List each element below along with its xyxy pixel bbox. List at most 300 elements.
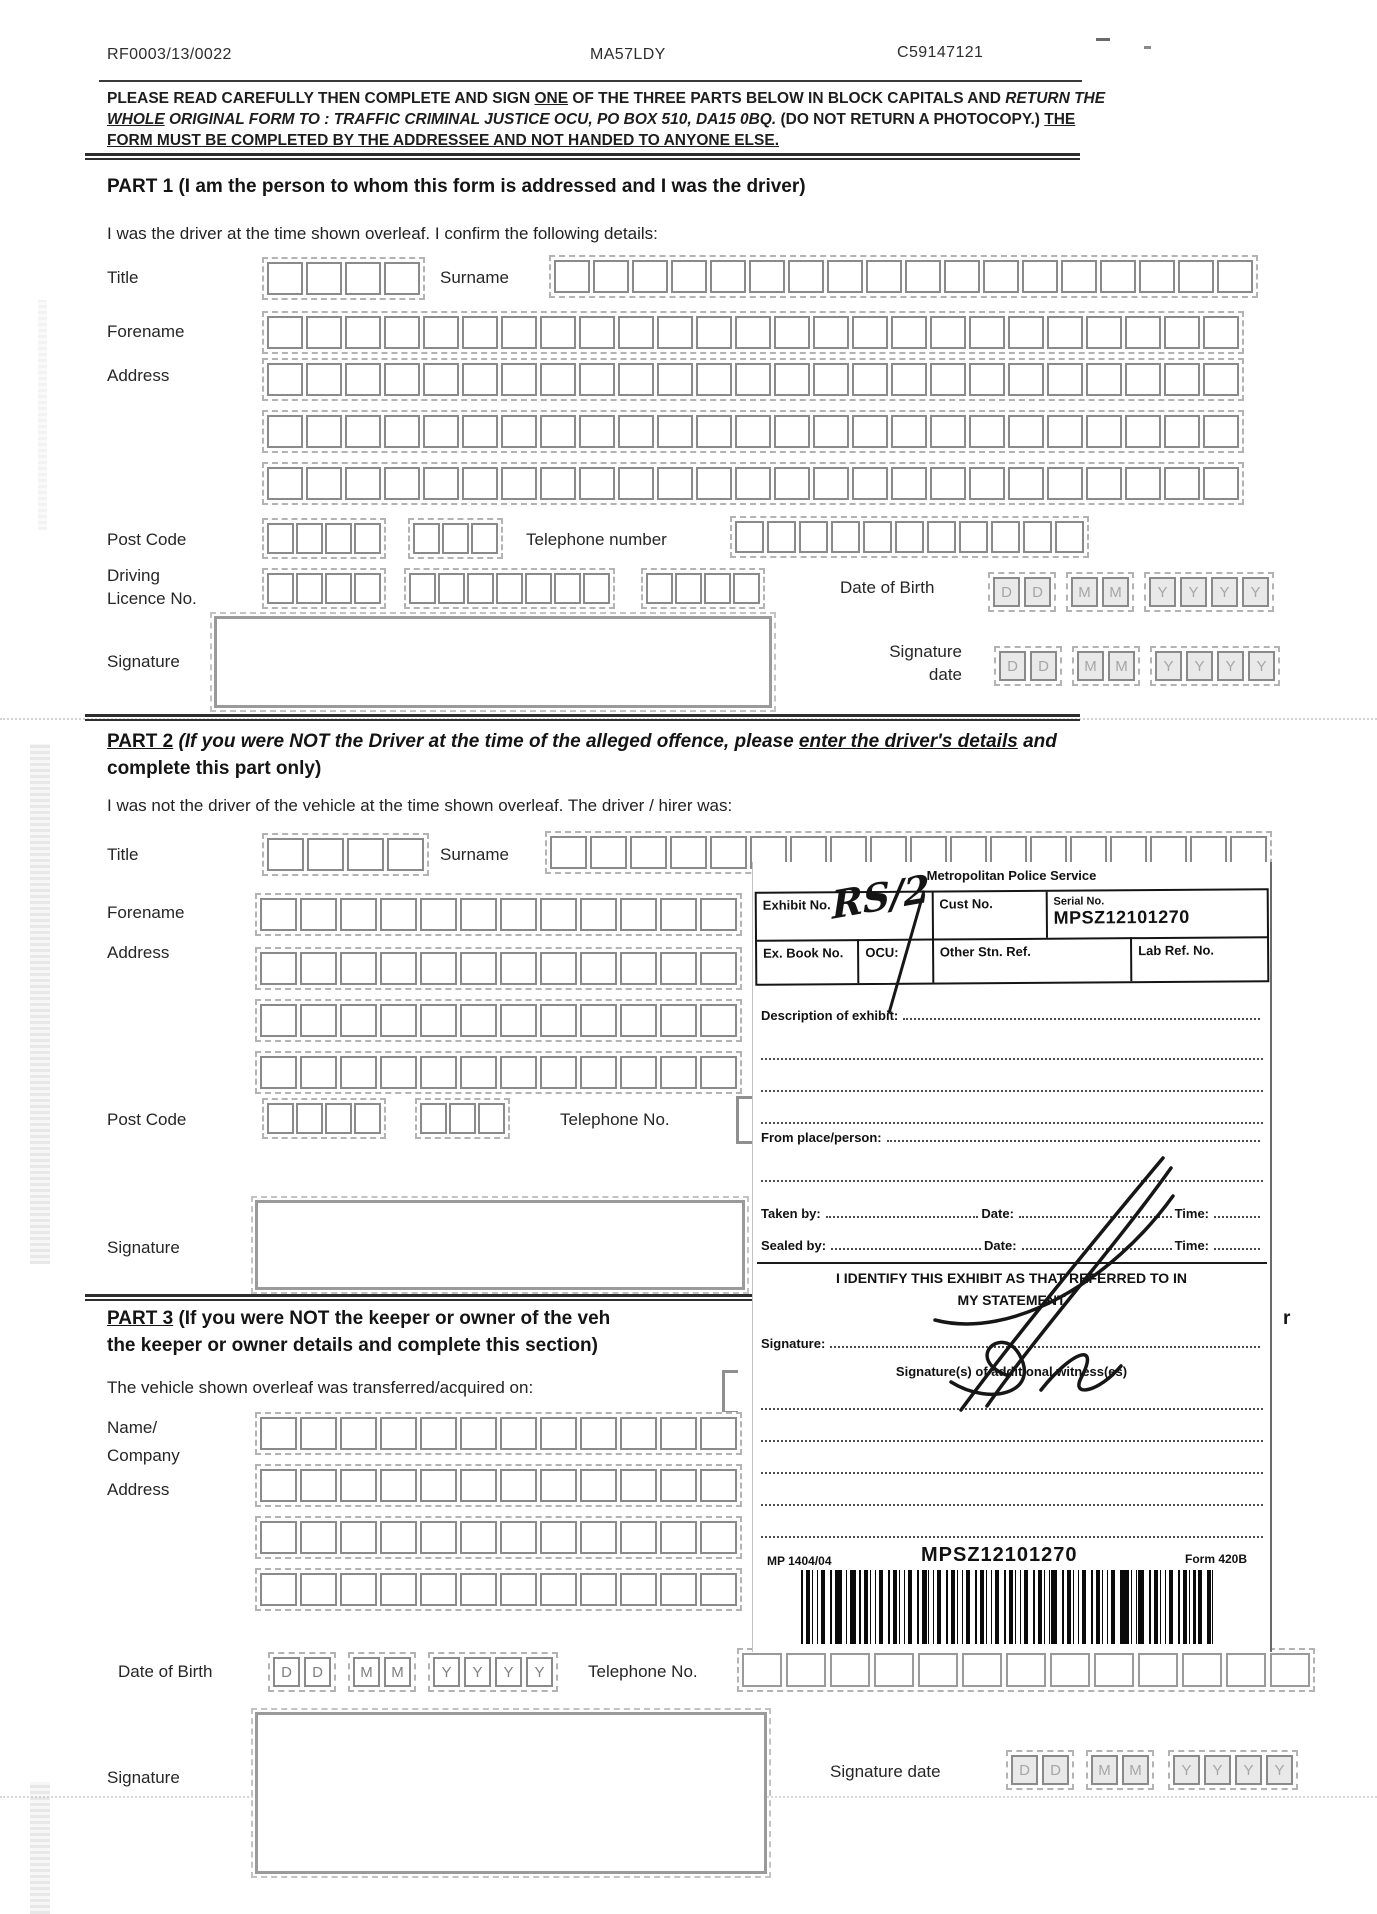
instr-seg: PLEASE READ CAREFULLY THEN COMPLETE AND SIGN	[107, 90, 535, 107]
char-cell	[895, 521, 924, 553]
char-cell	[710, 836, 747, 869]
char-cell	[646, 573, 673, 604]
char-cell	[579, 415, 615, 448]
date-letter-cell: D	[1030, 651, 1057, 681]
char-cell	[540, 1573, 577, 1606]
p1-address-boxes-row1	[262, 358, 1244, 401]
char-cell	[540, 467, 576, 500]
char-cell	[460, 1417, 497, 1450]
char-cell	[267, 363, 303, 396]
char-cell	[696, 467, 732, 500]
date-letter-cell: Y	[1266, 1755, 1293, 1785]
char-cell	[423, 316, 459, 349]
char-cell	[1008, 467, 1044, 500]
date-letter-cell: Y	[1180, 577, 1207, 607]
p1-dob-dd-boxes	[988, 572, 1056, 612]
char-cell	[618, 316, 654, 349]
char-cell	[1047, 363, 1083, 396]
char-cell	[300, 1521, 337, 1554]
other-stn-ref-cell: Other Stn. Ref.	[934, 937, 1133, 982]
char-cell	[380, 1573, 417, 1606]
char-cell	[660, 1417, 697, 1450]
char-cell	[380, 1056, 417, 1089]
dotted-fill-line	[887, 1140, 1260, 1142]
char-cell	[540, 1469, 577, 1502]
char-cell	[380, 1004, 417, 1037]
char-cell	[554, 573, 581, 604]
date-letter-cell: Y	[1149, 577, 1176, 607]
char-cell	[380, 1521, 417, 1554]
p3-phone-boxes	[737, 1648, 1315, 1692]
char-cell	[786, 1653, 826, 1687]
char-cell	[306, 262, 342, 295]
char-cell	[620, 898, 657, 931]
char-cell	[384, 415, 420, 448]
char-cell	[700, 1417, 737, 1450]
char-cell	[660, 1469, 697, 1502]
date-letter-cell: Y	[433, 1657, 460, 1687]
serial-no-cell	[1047, 890, 1267, 938]
p3-address-label: Address	[107, 1480, 170, 1499]
char-cell	[891, 415, 927, 448]
char-cell	[438, 573, 465, 604]
char-cell	[500, 1573, 537, 1606]
char-cell	[420, 1573, 457, 1606]
char-cell	[340, 1469, 377, 1502]
date-label: Date:	[984, 1238, 1017, 1253]
char-cell	[1139, 260, 1175, 293]
p1-sigdate-label-line1: Signature	[889, 642, 962, 661]
char-cell	[657, 316, 693, 349]
form-number-right: Form 420B	[1185, 1552, 1248, 1566]
p2-surname-label: Surname	[440, 845, 509, 864]
p1-address-boxes-row3	[262, 462, 1244, 505]
char-cell	[1023, 521, 1052, 553]
char-cell	[296, 1103, 323, 1134]
cust-no-cell: Cust No.	[933, 892, 1047, 939]
p1-licence-boxes-3	[641, 568, 765, 609]
char-cell	[460, 1056, 497, 1089]
date-letter-cell: M	[1122, 1755, 1149, 1785]
char-cell	[657, 363, 693, 396]
char-cell	[325, 1103, 352, 1134]
p1-licence-label-line1: Driving	[107, 566, 160, 585]
exhibit-description-row	[761, 1008, 1263, 1023]
date-letter-cell: D	[273, 1657, 300, 1687]
char-cell	[260, 1521, 297, 1554]
char-cell	[700, 1004, 737, 1037]
char-cell	[733, 573, 760, 604]
char-cell	[345, 363, 381, 396]
char-cell	[774, 415, 810, 448]
char-cell	[962, 1653, 1002, 1687]
char-cell	[496, 573, 523, 604]
char-cell	[579, 363, 615, 396]
char-cell	[618, 415, 654, 448]
p1-surname-boxes	[549, 255, 1258, 298]
p3-sigdate-label: Signature date	[830, 1762, 941, 1781]
char-cell	[767, 521, 796, 553]
ex-book-no-cell: Ex. Book No.	[757, 939, 860, 984]
char-cell	[267, 316, 303, 349]
char-cell	[1203, 363, 1239, 396]
p2-address-boxes-row2	[255, 999, 742, 1042]
char-cell	[742, 1653, 782, 1687]
char-cell	[1203, 415, 1239, 448]
witness-signatures-label: Signature(s) of additional witness(es)	[895, 1364, 1128, 1379]
scan-artifact-strip	[30, 1782, 50, 1914]
char-cell	[1086, 467, 1122, 500]
char-cell	[340, 1004, 377, 1037]
date-letter-cell: Y	[1248, 651, 1275, 681]
char-cell	[380, 1417, 417, 1450]
p2-address-boxes-row1	[255, 947, 742, 990]
char-cell	[471, 523, 498, 554]
header-rule	[99, 80, 1082, 82]
char-cell	[1047, 316, 1083, 349]
vehicle-registration: MA57LDY	[590, 46, 666, 63]
char-cell	[340, 1056, 377, 1089]
instructions-line1	[107, 88, 1105, 109]
char-cell	[696, 363, 732, 396]
char-cell	[618, 363, 654, 396]
char-cell	[1086, 415, 1122, 448]
char-cell	[423, 467, 459, 500]
char-cell	[696, 415, 732, 448]
p1-licence-boxes-1	[262, 568, 386, 609]
date-letter-cell: M	[1108, 651, 1135, 681]
p1-address-boxes-row2	[262, 410, 1244, 453]
scan-artifact-strip	[30, 744, 50, 1264]
part3-intro: The vehicle shown overleaf was transferred/acquired on:	[107, 1378, 534, 1397]
char-cell	[500, 1417, 537, 1450]
char-cell	[300, 1056, 337, 1089]
p1-postcode-boxes-1	[262, 518, 386, 559]
date-label: Date:	[981, 1206, 1014, 1221]
p3-sigdate-mm-boxes	[1086, 1750, 1154, 1790]
date-letter-cell: Y	[1235, 1755, 1262, 1785]
char-cell	[657, 415, 693, 448]
char-cell	[827, 260, 863, 293]
sealed-by-label: Sealed by:	[761, 1238, 827, 1253]
char-cell	[1164, 467, 1200, 500]
p3-sigdate-yyyy-boxes	[1168, 1750, 1298, 1790]
char-cell	[905, 260, 941, 293]
char-cell	[831, 521, 860, 553]
char-cell	[260, 1004, 297, 1037]
char-cell	[260, 1056, 297, 1089]
char-cell	[384, 363, 420, 396]
char-cell	[700, 1521, 737, 1554]
char-cell	[927, 521, 956, 553]
char-cell	[660, 898, 697, 931]
serial-no-value: MPSZ12101270	[1053, 906, 1190, 928]
p2-phone-label: Telephone No.	[560, 1110, 670, 1129]
char-cell	[813, 415, 849, 448]
char-cell	[700, 1056, 737, 1089]
char-cell	[620, 1056, 657, 1089]
char-cell	[1022, 260, 1058, 293]
char-cell	[1008, 363, 1044, 396]
char-cell	[918, 1653, 958, 1687]
taken-by-label: Taken by:	[761, 1206, 821, 1221]
char-cell	[657, 467, 693, 500]
char-cell	[423, 363, 459, 396]
char-cell	[813, 363, 849, 396]
date-letter-cell: Y	[1173, 1755, 1200, 1785]
char-cell	[540, 1056, 577, 1089]
char-cell	[944, 260, 980, 293]
p3-dob-yyyy-boxes	[428, 1652, 558, 1692]
date-letter-cell: D	[993, 577, 1020, 607]
char-cell	[671, 260, 707, 293]
date-letter-cell: M	[1091, 1755, 1118, 1785]
dotted-line	[761, 1440, 1263, 1442]
char-cell	[420, 1004, 457, 1037]
date-letter-cell: D	[1042, 1755, 1069, 1785]
p1-licence-label-line2: Licence No.	[107, 589, 197, 608]
p2-postcode-label: Post Code	[107, 1110, 187, 1129]
char-cell	[579, 467, 615, 500]
char-cell	[306, 467, 342, 500]
p1-forename-boxes	[262, 311, 1244, 354]
p1-dob-yyyy-boxes	[1144, 572, 1274, 612]
exhibit-service-title: Metropolitan Police Service	[926, 868, 1097, 883]
p2-postcode-boxes-2	[415, 1098, 510, 1139]
char-cell	[307, 838, 344, 871]
date-letter-cell: Y	[1155, 651, 1182, 681]
char-cell	[260, 1573, 297, 1606]
instr-seg: OF THE THREE PARTS BELOW IN BLOCK CAPITALS AND	[568, 90, 1006, 107]
part1-subtitle: (I am the person to whom this form is addressed and I was the driver)	[173, 176, 806, 197]
char-cell	[423, 415, 459, 448]
char-cell	[1125, 415, 1161, 448]
p3-company-label: Company	[107, 1446, 180, 1465]
char-cell	[1217, 260, 1253, 293]
char-cell	[300, 1469, 337, 1502]
char-cell	[590, 836, 627, 869]
p1-licence-boxes-2	[404, 568, 615, 609]
char-cell	[540, 898, 577, 931]
char-cell	[501, 316, 537, 349]
part1-intro: I was the driver at the time shown overleaf. I confirm the following details:	[107, 224, 658, 243]
p1-title-label: Title	[107, 268, 139, 287]
instr-seg-italic: RETURN THE	[1005, 90, 1106, 107]
char-cell	[866, 260, 902, 293]
char-cell	[267, 262, 303, 295]
form-number-left: MP 1404/04	[767, 1554, 832, 1568]
char-cell	[1055, 521, 1084, 553]
char-cell	[891, 467, 927, 500]
instr-seg-italic-underlined: WHOLE	[107, 111, 165, 128]
char-cell	[500, 898, 537, 931]
section-divider	[85, 153, 1080, 160]
section-divider	[85, 714, 1080, 721]
part2-title: PART 2	[107, 731, 174, 752]
char-cell	[420, 898, 457, 931]
char-cell	[409, 573, 436, 604]
char-cell	[345, 415, 381, 448]
char-cell	[460, 952, 497, 985]
char-cell	[813, 316, 849, 349]
char-cell	[300, 1573, 337, 1606]
char-cell	[267, 573, 294, 604]
handwritten-signature-scrawl	[921, 1152, 1201, 1422]
p1-phone-boxes	[730, 516, 1089, 558]
char-cell	[1047, 467, 1083, 500]
part2-subtitle-underlined: enter the driver's details	[798, 731, 1018, 752]
p3-name-boxes-row3	[255, 1516, 742, 1559]
char-cell	[354, 523, 381, 554]
char-cell	[579, 316, 615, 349]
char-cell	[874, 1653, 914, 1687]
char-cell	[1138, 1653, 1178, 1687]
char-cell	[420, 1521, 457, 1554]
date-letter-cell: D	[304, 1657, 331, 1687]
char-cell	[340, 1521, 377, 1554]
char-cell	[540, 1417, 577, 1450]
instr-seg-underlined: ONE	[534, 90, 569, 107]
char-cell	[620, 952, 657, 985]
char-cell	[580, 952, 617, 985]
char-cell	[462, 415, 498, 448]
char-cell	[799, 521, 828, 553]
p3-sigdate-dd-boxes	[1006, 1750, 1074, 1790]
char-cell	[983, 260, 1019, 293]
dotted-line	[761, 1122, 1263, 1124]
char-cell	[500, 1521, 537, 1554]
char-cell	[788, 260, 824, 293]
char-cell	[500, 1056, 537, 1089]
char-cell	[267, 415, 303, 448]
char-cell	[340, 898, 377, 931]
char-cell	[384, 316, 420, 349]
char-cell	[1050, 1653, 1090, 1687]
char-cell	[1006, 1653, 1046, 1687]
char-cell	[660, 1521, 697, 1554]
dotted-fill-line	[903, 1018, 1260, 1020]
p1-address-label: Address	[107, 366, 170, 385]
char-cell	[735, 415, 771, 448]
date-letter-cell: D	[1011, 1755, 1038, 1785]
char-cell	[501, 467, 537, 500]
char-cell	[852, 415, 888, 448]
char-cell	[620, 1004, 657, 1037]
char-cell	[501, 363, 537, 396]
char-cell	[462, 467, 498, 500]
dotted-line	[761, 1504, 1263, 1506]
char-cell	[620, 1521, 657, 1554]
date-letter-cell: Y	[495, 1657, 522, 1687]
p1-title-boxes	[262, 257, 425, 300]
char-cell	[630, 836, 667, 869]
char-cell	[660, 1004, 697, 1037]
char-cell	[1125, 316, 1161, 349]
char-cell	[735, 363, 771, 396]
part3-heading-cutoff-letter: r	[1283, 1308, 1291, 1329]
char-cell	[891, 316, 927, 349]
char-cell	[380, 1469, 417, 1502]
handwritten-exhibit-number: RS/2	[830, 865, 931, 928]
p1-sigdate-yyyy-boxes	[1150, 646, 1280, 686]
serial-no-label: Serial No.	[1053, 895, 1105, 908]
char-cell	[852, 316, 888, 349]
char-cell	[300, 1417, 337, 1450]
p2-address-label: Address	[107, 943, 170, 962]
p2-phone-partial-box	[736, 1096, 752, 1144]
char-cell	[710, 260, 746, 293]
char-cell	[774, 363, 810, 396]
scan-artifact-strip	[38, 300, 47, 530]
char-cell	[704, 573, 731, 604]
date-letter-cell: D	[1024, 577, 1051, 607]
scan-speck	[1096, 38, 1110, 41]
char-cell	[267, 1103, 294, 1134]
char-cell	[462, 316, 498, 349]
identify-statement-line1: I IDENTIFY THIS EXHIBIT AS THAT REFERRED TO IN	[835, 1270, 1188, 1286]
char-cell	[1164, 363, 1200, 396]
char-cell	[306, 316, 342, 349]
char-cell	[1008, 415, 1044, 448]
char-cell	[354, 573, 381, 604]
char-cell	[670, 836, 707, 869]
part3-subtitle: (If you were NOT the keeper or owner of the veh	[173, 1308, 611, 1329]
p1-sigdate-dd-boxes	[994, 646, 1062, 686]
date-letter-cell: M	[353, 1657, 380, 1687]
char-cell	[852, 467, 888, 500]
form-reference: RF0003/13/0022	[107, 46, 232, 63]
char-cell	[969, 363, 1005, 396]
exhibit-table-row2	[757, 936, 1267, 984]
p2-forename-boxes	[255, 893, 742, 936]
part2-subtitle-c: and	[1017, 731, 1057, 752]
char-cell	[296, 573, 323, 604]
char-cell	[593, 260, 629, 293]
dotted-line	[761, 1090, 1263, 1092]
char-cell	[296, 523, 323, 554]
char-cell	[969, 316, 1005, 349]
char-cell	[306, 363, 342, 396]
char-cell	[442, 523, 469, 554]
char-cell	[774, 467, 810, 500]
char-cell	[813, 467, 849, 500]
char-cell	[675, 573, 702, 604]
lab-ref-no-cell: Lab Ref. No.	[1132, 936, 1267, 981]
p3-name-label: Name/	[107, 1418, 158, 1437]
p3-name-boxes-row4	[255, 1568, 742, 1611]
char-cell	[500, 1469, 537, 1502]
p3-phone-label: Telephone No.	[588, 1662, 698, 1681]
char-cell	[1125, 467, 1161, 500]
char-cell	[580, 1417, 617, 1450]
char-cell	[830, 1653, 870, 1687]
part3-heading-line2: the keeper or owner details and complete this section)	[107, 1335, 598, 1356]
p1-dob-label: Date of Birth	[840, 578, 935, 597]
p1-signature-box	[214, 616, 772, 708]
instr-seg-italic: ORIGINAL FORM TO : TRAFFIC CRIMINAL JUSTICE OCU, PO BOX 510, DA15 0BQ.	[164, 111, 777, 128]
char-cell	[1178, 260, 1214, 293]
char-cell	[260, 1469, 297, 1502]
p2-address-boxes-row3	[255, 1051, 742, 1094]
char-cell	[1182, 1653, 1222, 1687]
char-cell	[618, 467, 654, 500]
exhibit-barcode	[801, 1570, 1213, 1644]
part2-intro: I was not the driver of the vehicle at the time shown overleaf. The driver / hirer was:	[107, 796, 733, 815]
p1-signature-label: Signature	[107, 652, 180, 671]
char-cell	[583, 573, 610, 604]
char-cell	[267, 838, 304, 871]
char-cell	[1100, 260, 1136, 293]
